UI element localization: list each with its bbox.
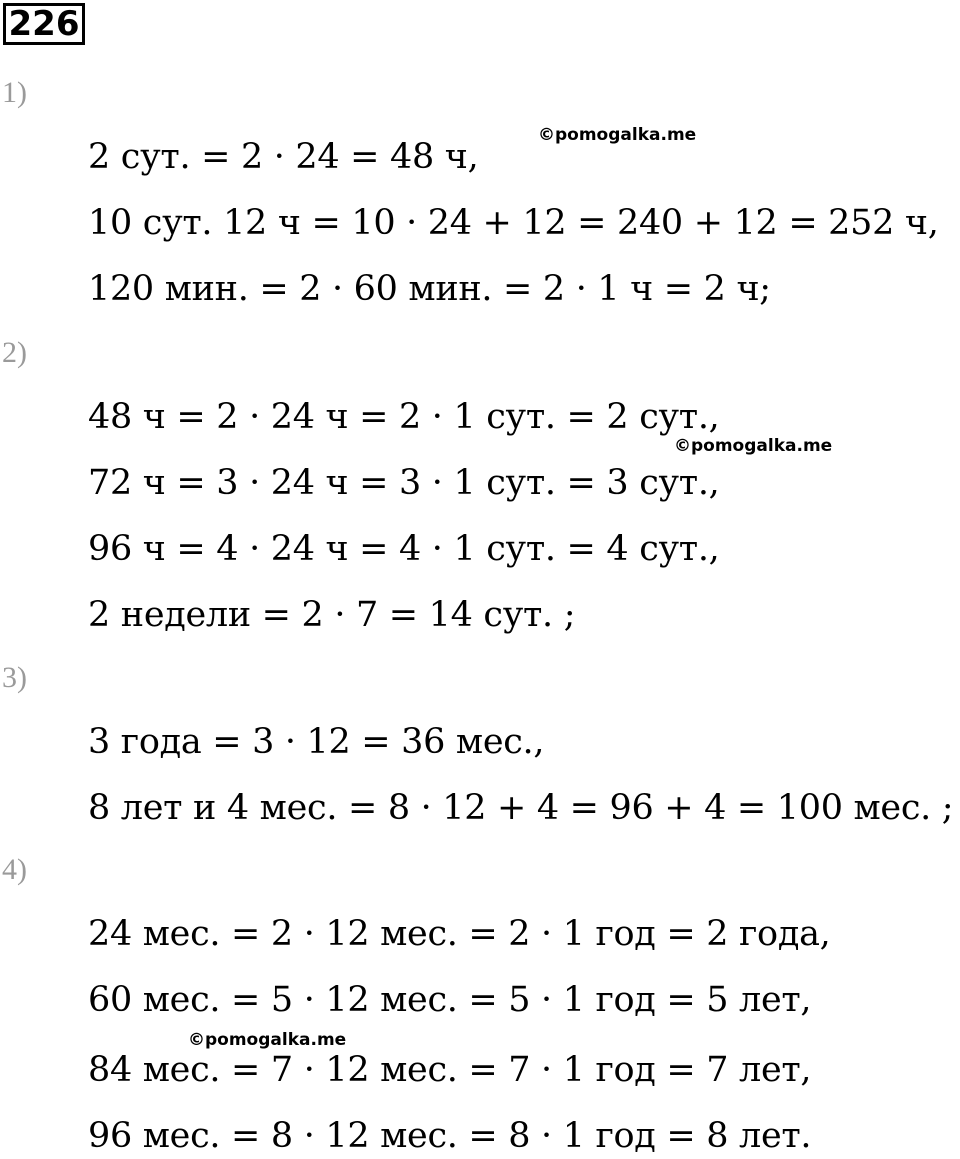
- equation-line: 10 сут. 12 ч = 10 · 24 + 12 = 240 + 12 = 252 ч,: [88, 203, 939, 243]
- equation-line: 96 ч = 4 · 24 ч = 4 · 1 сут. = 4 сут.,: [88, 529, 720, 569]
- equation-line: 3 года = 3 · 12 = 36 мес.,: [88, 722, 545, 762]
- equation-line: 2 недели = 2 · 7 = 14 сут. ;: [88, 595, 576, 635]
- watermark: ©pomogalka.me: [188, 1030, 347, 1050]
- equation-line: 2 сут. = 2 · 24 = 48 ч,: [88, 137, 479, 177]
- equation-line: 96 мес. = 8 · 12 мес. = 8 · 1 год = 8 лет.: [88, 1116, 812, 1156]
- task-number: 226: [3, 3, 85, 45]
- equation-line: 48 ч = 2 · 24 ч = 2 · 1 сут. = 2 сут.,: [88, 397, 720, 437]
- equation-line: 84 мес. = 7 · 12 мес. = 7 · 1 год = 7 лет,: [88, 1050, 812, 1090]
- equation-line: 24 мес. = 2 · 12 мес. = 2 · 1 год = 2 года,: [88, 914, 831, 954]
- equation-line: 8 лет и 4 мес. = 8 · 12 + 4 = 96 + 4 = 100 мес. ;: [88, 788, 954, 828]
- equation-line: 120 мин. = 2 · 60 мин. = 2 · 1 ч = 2 ч;: [88, 269, 771, 309]
- watermark: ©pomogalka.me: [538, 125, 697, 145]
- equation-line: 72 ч = 3 · 24 ч = 3 · 1 сут. = 3 сут.,: [88, 463, 720, 503]
- equation-line: 60 мес. = 5 · 12 мес. = 5 · 1 год = 5 лет,: [88, 980, 812, 1020]
- part-label-4: 4): [2, 853, 27, 886]
- part-label-2: 2): [2, 336, 27, 369]
- watermark: ©pomogalka.me: [674, 436, 833, 456]
- part-label-1: 1): [2, 76, 27, 109]
- part-label-3: 3): [2, 661, 27, 694]
